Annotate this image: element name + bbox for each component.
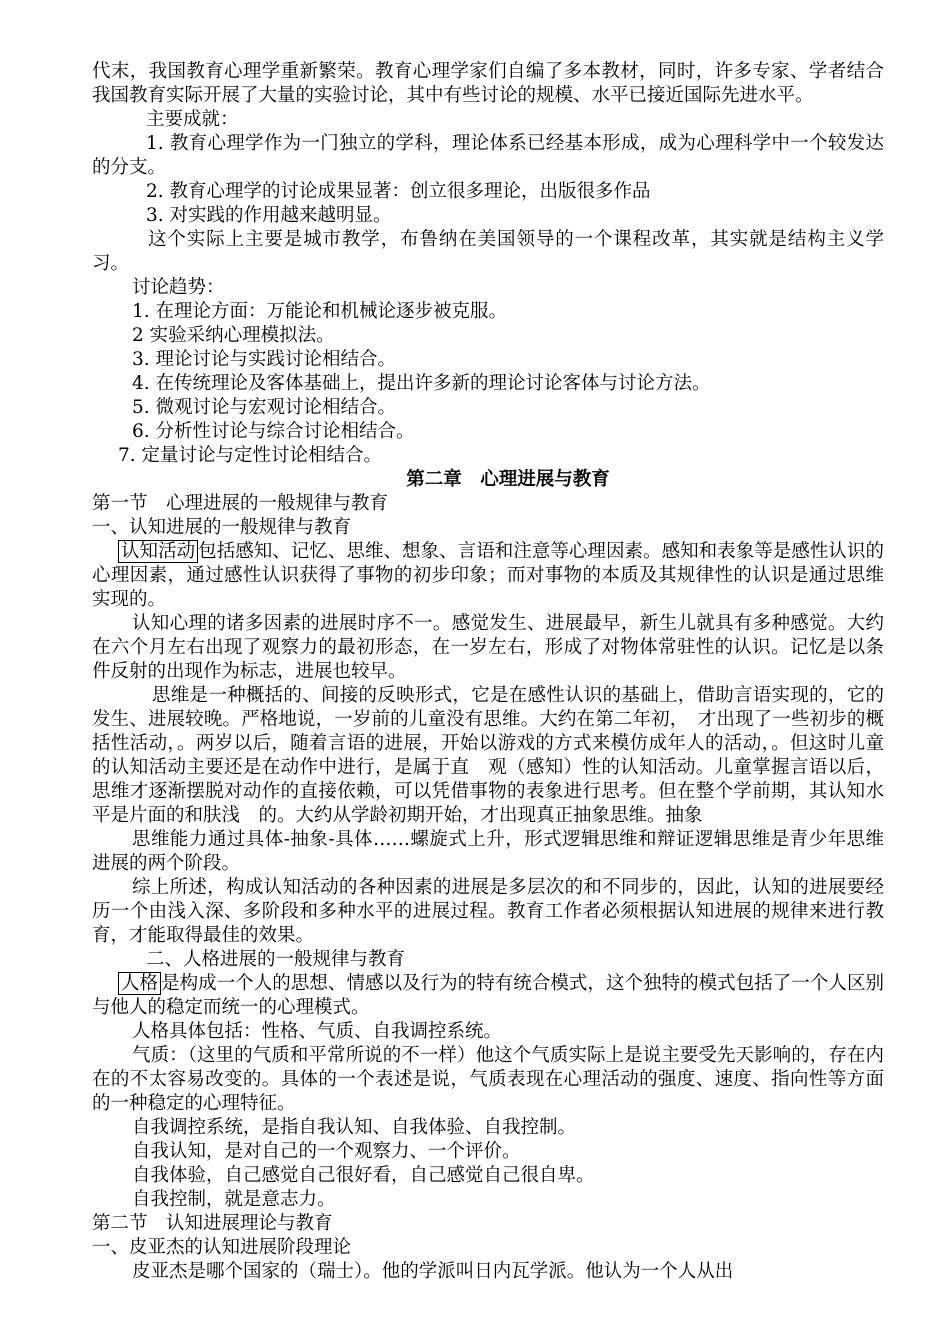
trend-item-7: 7. 定量讨论与定性讨论相结合。 <box>118 445 383 466</box>
paragraph-self-regulation: 自我调控系统，是指自我认知、自我体验、自我控制。 <box>132 1117 577 1138</box>
paragraph-cognitive-timing: 认知心理的诸多因素的进展时序不一。感觉发生、进展最早，新生儿就具有多种感觉。大约在六个月左右出现了观察力的最初形态，在一岁左右，形成了对物体常驻性的认识。记忆是以条件反射的出现作为标志，进展也较早。 <box>92 613 884 682</box>
trend-item-2: 2 实验采纳心理模拟法。 <box>132 325 335 346</box>
heading-personality: 二、人格进展的一般规律与教育 <box>146 949 406 970</box>
chapter-title: 第二章 心理进展与教育 <box>406 469 610 490</box>
paragraph-summary: 综上所述，构成认知活动的各种因素的进展是多层次的和不同步的，因此，认知的进展要经历一个由浅入深、多阶段和多种水平的进展过程。教育工作者必须根据认知进展的规律来进行教育，才能取得最佳的效果。 <box>92 877 884 946</box>
achievement-item-2: 2. 教育心理学的讨论成果显著：创立很多理论，出版很多作品 <box>146 181 651 202</box>
section-2-title: 第二节 认知进展理论与教育 <box>92 1213 333 1234</box>
heading-piaget: 一、皮亚杰的认知进展阶段理论 <box>92 1237 352 1258</box>
paragraph-thinking: 思维是一种概括的、间接的反映形式，它是在感性认识的基础上，借助言语实现的，它的发生、进展较晚。严格地说，一岁前的儿童没有思维。大约在第二年初， 才出现了一些初步的概括性活动，。两岁以后，随着言语的进展，开始以游戏的方式来模仿成年人的活动，。但这时儿童的认知活动主要还是在动作中进行，是属于直 观（感知）性的认知活动。儿童掌握言语以后，思维才逐渐摆脱对动作的直接依赖，可以凭借事物的表象进行思考。但在整个学前期，其认知水平是片面的和肤浅 的。大约从学龄初期开始，才出现真正抽象思维。抽象 <box>92 685 884 826</box>
paragraph-personality <box>92 972 884 1020</box>
trend-item-4: 4. 在传统理论及客体基础上，提出许多新的理论讨论客体与讨论方法。 <box>132 373 711 394</box>
achievements-label: 主要成就： <box>146 109 239 130</box>
paragraph-self-cognition: 自我认知，是对自己的一个观察力、一个评价。 <box>132 1141 521 1162</box>
trend-item-6: 6. 分析性讨论与综合讨论相结合。 <box>132 421 415 442</box>
paragraph-self-control: 自我控制，就是意志力。 <box>132 1189 336 1210</box>
trend-item-5: 5. 微观讨论与宏观讨论相结合。 <box>132 397 397 418</box>
paragraph-cognitive-activity-text: 包括感知、记忆、思维、想象、言语和注意等心理因素。感知和表象等是感性认识的心理因素，通过感性认识获得了事物的初步印象；而对事物的本质及其规律性的认识是通过思维实现的。 <box>92 541 884 610</box>
paragraph-cognitive-activity <box>92 540 884 612</box>
term-personality: 人格 <box>118 972 161 995</box>
paragraph-self-experience: 自我体验，自己感觉自己很好看，自己感觉自己很自卑。 <box>132 1165 595 1186</box>
term-cognitive-activity: 认知活动 <box>118 540 198 563</box>
heading-cognitive: 一、认知进展的一般规律与教育 <box>92 517 352 538</box>
trend-item-1: 1. 在理论方面：万能论和机械论逐步被克服。 <box>132 301 508 322</box>
document-page <box>92 60 884 1284</box>
paragraph-personality-components: 人格具体包括：性格、气质、自我调控系统。 <box>132 1021 503 1042</box>
achievement-item-1: 1. 教育心理学作为一门独立的学科，理论体系已经基本形成，成为心理科学中一个较发达的分支。 <box>92 133 884 178</box>
paragraph-intro: 代末，我国教育心理学重新繁荣。教育心理学家们自编了多本教材，同时，许多专家、学者结合我国教育实际开展了大量的实验讨论，其中有些讨论的规模、水平已接近国际先进水平。 <box>92 61 884 106</box>
paragraph-personality-text: 是构成一个人的思想、情感以及行为的特有统合模式，这个独特的模式包括了一个人区别与他人的稳定而统一的心理模式。 <box>92 973 884 1018</box>
trends-label: 讨论趋势： <box>132 277 225 298</box>
trend-item-3: 3. 理论讨论与实践讨论相结合。 <box>132 349 397 370</box>
achievement-item-3: 3. 对实践的作用越来越明显。 <box>146 205 392 226</box>
paragraph-bruner: 这个实际上主要是城市教学，布鲁纳在美国领导的一个课程改革，其实就是结构主义学习。 <box>92 229 884 274</box>
paragraph-thinking-stages: 思维能力通过具体-抽象-具体……螺旋式上升，形式逻辑思维和辩证逻辑思维是青少年思维进展的两个阶段。 <box>92 829 884 874</box>
paragraph-piaget: 皮亚杰是哪个国家的（瑞士）。他的学派叫日内瓦学派。他认为一个人从出 <box>132 1261 734 1282</box>
section-1-title: 第一节 心理进展的一般规律与教育 <box>92 493 389 514</box>
paragraph-temperament: 气质：（这里的气质和平常所说的不一样）他这个气质实际上是说主要受先天影响的，存在内在的不太容易改变的。具体的一个表述是说，气质表现在心理活动的强度、速度、指向性等方面的一种稳定的心理特征。 <box>92 1045 884 1114</box>
